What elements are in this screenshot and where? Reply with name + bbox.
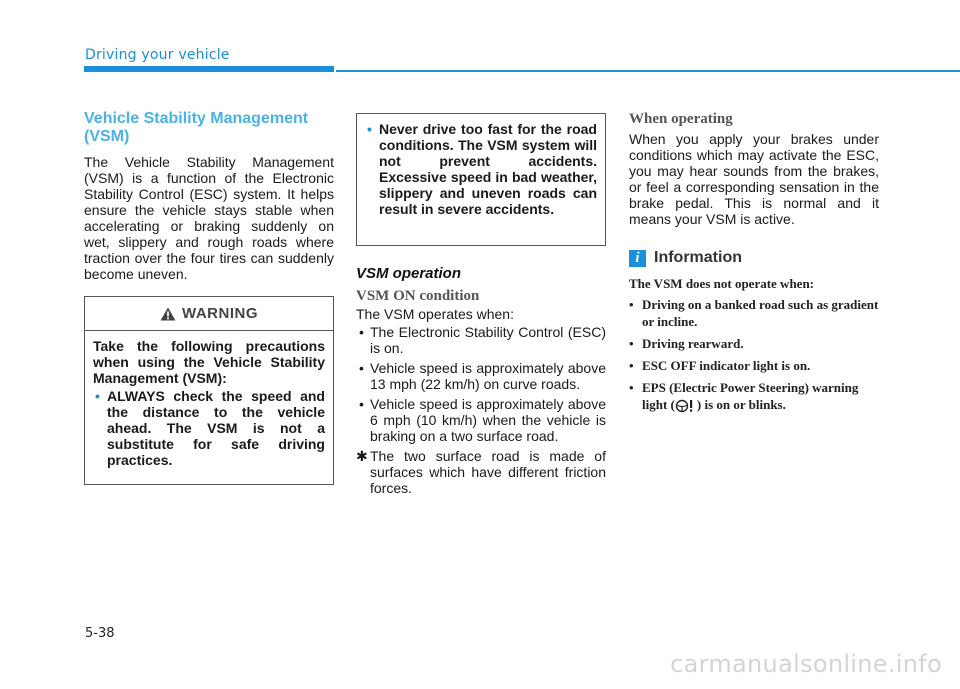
warning-label: WARNING <box>182 305 258 322</box>
info-icon: i <box>629 250 646 267</box>
list-item <box>356 324 606 356</box>
when-operating-text: When you apply your brakes under conditions which may activate the ESC, you may hear sounds from the brakes, or feel a corresponding sensation in the brake pedal. This is normal and it means your VSM is active. <box>629 131 879 227</box>
speed-warning-box <box>356 113 606 246</box>
vsm-intro: The Vehicle Stability Management (VSM) is a function of the Electronic Stability Control (ESC) system. It helps ensure the vehicle stays stable when accelerating or braking suddenly on wet, slippery and rough roads where traction over the four tires can suddenly become uneven. <box>84 154 334 282</box>
information-header <box>629 249 742 267</box>
condition-text: The Electronic Stability Control (ESC) is on. <box>370 324 606 356</box>
bullet-dot-icon: • <box>367 121 372 137</box>
list-item <box>629 357 881 374</box>
two-surface-note <box>356 448 606 496</box>
speed-warning-bullet <box>365 121 597 217</box>
header-rule-thin <box>336 70 960 72</box>
bullet-dot-icon: • <box>629 380 634 395</box>
eps-text-after: ) is on or blinks. <box>696 397 786 412</box>
warning-header <box>85 297 333 330</box>
bullet-dot-icon: • <box>359 324 364 340</box>
section-header: Driving your vehicle <box>85 47 230 63</box>
information-title: Information <box>654 249 742 266</box>
list-item <box>629 296 881 330</box>
warning-box <box>84 296 334 485</box>
note-text: The two surface road is made of surfaces which have different friction forces. <box>370 448 606 496</box>
bullet-dot-icon: • <box>359 360 364 376</box>
vsm-on-condition-heading: VSM ON condition <box>356 288 480 304</box>
bullet-dot-icon: • <box>629 297 634 312</box>
eps-warning-light-icon <box>675 399 697 413</box>
warning-triangle-icon <box>160 307 176 321</box>
list-item <box>629 335 881 352</box>
vsm-conditions-list <box>356 324 606 496</box>
info-item-text: Driving rearward. <box>642 336 744 351</box>
vsm-title: Vehicle Stability Management (VSM) <box>84 110 309 145</box>
information-list <box>629 275 881 418</box>
condition-text: Vehicle speed is approximately above 13 mph (22 km/h) on curve roads. <box>370 360 606 392</box>
info-item-text: Driving on a banked road such as gradient or incline. <box>642 297 879 329</box>
watermark: carmanualsonline.info <box>670 650 942 678</box>
bullet-dot-icon: • <box>359 396 364 412</box>
warning-bullet-text: ALWAYS check the speed and the distance to the vehicle ahead. The VSM is not a substitute for safe driving practices. <box>107 388 325 468</box>
list-item <box>356 396 606 444</box>
warning-bullet <box>93 388 325 468</box>
note-star-icon: ✱ <box>356 448 368 464</box>
list-item <box>356 360 606 392</box>
operates-when-text: The VSM operates when: <box>356 306 514 322</box>
warning-intro: Take the following precautions when using the Vehicle Stability Management (VSM): <box>93 338 325 386</box>
bullet-dot-icon: • <box>629 336 634 351</box>
info-item-text: ESC OFF indicator light is on. <box>642 358 811 373</box>
warning-divider <box>85 330 333 331</box>
bullet-dot-icon: • <box>95 388 100 404</box>
page-number: 5-38 <box>85 626 115 641</box>
left-column <box>84 110 334 282</box>
list-item <box>629 379 881 413</box>
condition-text: Vehicle speed is approximately above 6 mph (10 km/h) when the vehicle is braking on a two surface road. <box>370 396 606 444</box>
header-rule-thick <box>84 66 334 72</box>
when-operating-heading: When operating <box>629 111 733 127</box>
information-intro: The VSM does not operate when: <box>629 276 815 291</box>
warning-text <box>93 338 325 468</box>
speed-warning-text: Never drive too fast for the road conditions. The VSM system will not prevent accidents. Excessive speed in bad weather, slippery and uneven roads can result in severe accidents. <box>379 121 597 217</box>
vsm-operation-heading: VSM operation <box>356 265 462 282</box>
bullet-dot-icon: • <box>629 358 634 373</box>
eps-text-before: EPS (Electric Power Steering) warning light ( <box>642 380 859 412</box>
